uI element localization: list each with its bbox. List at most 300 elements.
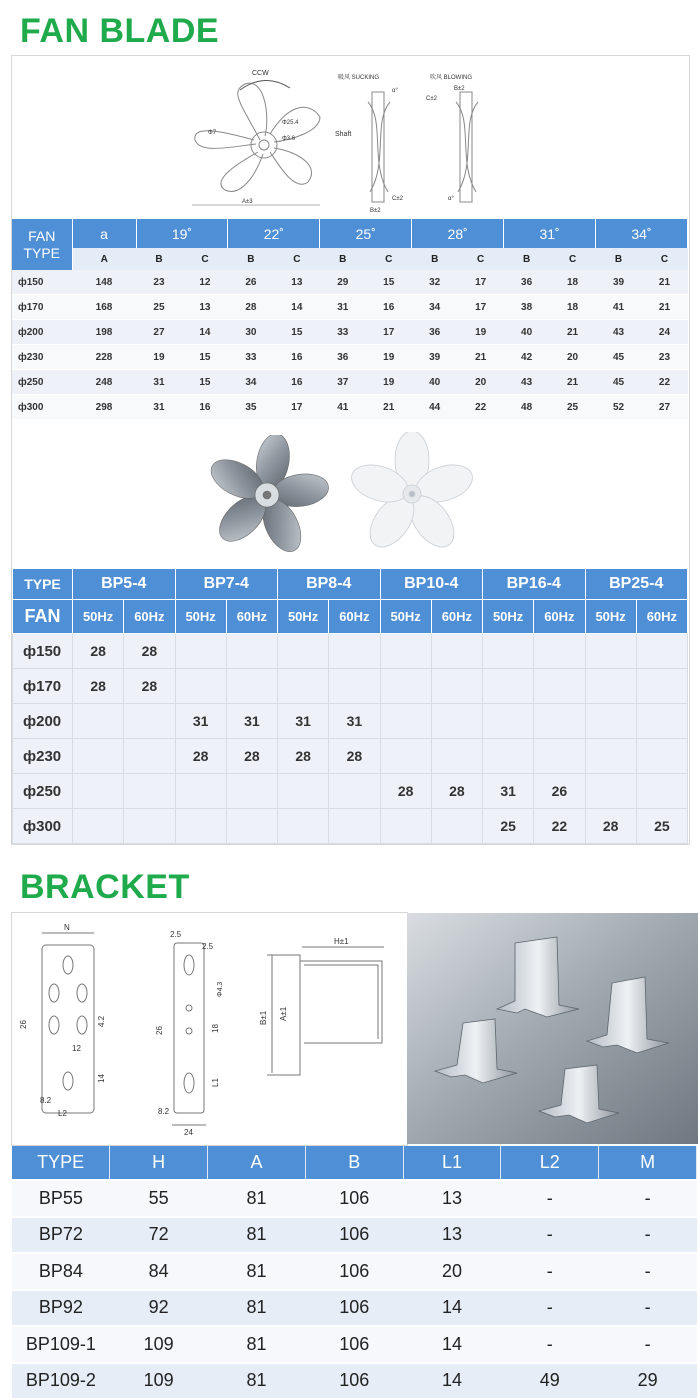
bracket-cell: -	[599, 1290, 697, 1327]
spec-value-cell: 29	[320, 270, 366, 295]
bracket-title: BRACKET	[20, 868, 190, 906]
sub-header-a: A	[72, 248, 136, 270]
dim-12: 12	[72, 1044, 81, 1053]
bp-value-cell: 28	[124, 634, 175, 669]
bracket-cell: 49	[501, 1363, 599, 1400]
spec-value-cell: 38	[504, 295, 550, 320]
bracket-cell: BP84	[12, 1253, 110, 1290]
spec-value-cell: 36	[320, 345, 366, 370]
freq-header: 60Hz	[329, 600, 380, 634]
spec-value-cell: 15	[182, 370, 228, 395]
bp-value-cell	[124, 739, 175, 774]
bracket-row	[12, 1180, 697, 1217]
spec-value-cell: 19	[366, 370, 412, 395]
spec-value-cell: 44	[412, 395, 458, 420]
bracket-cell: 81	[208, 1217, 306, 1254]
dim-24: 24	[184, 1128, 193, 1137]
sub-header-c: C	[458, 248, 504, 270]
fan-size-cell: ф230	[13, 739, 73, 774]
a-value-cell: 168	[72, 295, 136, 320]
sub-header-c: C	[274, 248, 320, 270]
spec-value-cell: 36	[504, 270, 550, 295]
bp-value-cell	[534, 634, 585, 669]
spec-value-cell: 21	[641, 295, 687, 320]
bracket-diagram	[12, 913, 405, 1143]
bp-row	[13, 704, 688, 739]
metal-fan-image	[205, 435, 335, 560]
bp-value-cell	[380, 739, 431, 774]
fan-size-cell: ф200	[13, 704, 73, 739]
spec-row	[12, 295, 688, 320]
bp-value-cell: 31	[226, 704, 277, 739]
spec-value-cell: 39	[412, 345, 458, 370]
bracket-cell: -	[501, 1253, 599, 1290]
spec-value-cell: 48	[504, 395, 550, 420]
bp-value-cell	[585, 634, 636, 669]
spec-value-cell: 52	[596, 395, 642, 420]
bp-row	[13, 634, 688, 669]
bp-value-cell	[431, 809, 482, 844]
blade-dia-dim: A±3	[242, 199, 253, 205]
spec-value-cell: 12	[182, 270, 228, 295]
spec-value-cell: 43	[504, 370, 550, 395]
bracket-cell: BP109-1	[12, 1326, 110, 1363]
fan-type-cell: ф250	[12, 370, 72, 395]
bracket-cell: 106	[305, 1217, 403, 1254]
spec-value-cell: 37	[320, 370, 366, 395]
spec-value-cell: 33	[228, 345, 274, 370]
fan-size-cell: ф250	[13, 774, 73, 809]
bp-value-cell	[278, 669, 329, 704]
sub-header-c: C	[550, 248, 596, 270]
b-dim-left: B±2	[370, 208, 381, 214]
bp-value-cell	[175, 669, 226, 704]
bp-value-cell: 31	[278, 704, 329, 739]
spec-value-cell: 30	[228, 320, 274, 345]
model-header: BP5-4	[73, 569, 176, 600]
bp-value-cell	[380, 669, 431, 704]
freq-header: 50Hz	[278, 600, 329, 634]
bp-value-cell	[226, 774, 277, 809]
bp-value-cell	[73, 774, 124, 809]
spec-value-cell: 31	[136, 395, 182, 420]
bp-value-cell	[534, 704, 585, 739]
sub-header-c: C	[182, 248, 228, 270]
spec-value-cell: 13	[274, 270, 320, 295]
dim-18: 18	[211, 1024, 220, 1033]
bp-value-cell	[380, 809, 431, 844]
bracket-cell: BP109-2	[12, 1363, 110, 1400]
dim-4-2: 4.2	[97, 1015, 106, 1027]
bp-value-cell	[636, 739, 687, 774]
spec-value-cell: 20	[550, 345, 596, 370]
model-header: BP10-4	[380, 569, 483, 600]
bp-value-cell: 28	[585, 809, 636, 844]
spec-value-cell: 19	[458, 320, 504, 345]
angle-header: 31˚	[504, 219, 596, 248]
bracket-cell: -	[501, 1326, 599, 1363]
a-value-cell: 198	[72, 320, 136, 345]
bracket-cell: 81	[208, 1326, 306, 1363]
model-header: BP25-4	[585, 569, 688, 600]
angle-header: 34˚	[596, 219, 688, 248]
spec-value-cell: 31	[320, 295, 366, 320]
bracket-row	[12, 1363, 697, 1400]
bracket-cell: 72	[110, 1217, 208, 1254]
bp-value-cell	[636, 704, 687, 739]
spec-value-cell: 13	[182, 295, 228, 320]
spec-value-cell: 21	[550, 370, 596, 395]
spec-row	[12, 370, 688, 395]
bp-value-cell	[585, 739, 636, 774]
fan-blade-spec-table	[12, 219, 688, 420]
bracket-cell: 81	[208, 1253, 306, 1290]
freq-header: 50Hz	[175, 600, 226, 634]
bp-value-cell: 25	[483, 809, 534, 844]
bp-value-cell	[124, 704, 175, 739]
bp-value-cell	[329, 774, 380, 809]
freq-header: 60Hz	[534, 600, 585, 634]
hub-dim: Φ25.4	[282, 120, 299, 126]
bp-value-cell: 28	[431, 774, 482, 809]
bp-value-cell	[431, 704, 482, 739]
spec-value-cell: 21	[458, 345, 504, 370]
bracket-row	[12, 1217, 697, 1254]
bp-value-cell: 31	[175, 704, 226, 739]
c-dim-right: C±2	[426, 96, 437, 102]
bracket-cell: -	[599, 1253, 697, 1290]
spec-value-cell: 45	[596, 345, 642, 370]
bp-value-cell	[175, 634, 226, 669]
a-value-cell: 228	[72, 345, 136, 370]
fan-type-header: FAN TYPE	[12, 219, 72, 270]
bracket-header-cell: L1	[403, 1146, 501, 1180]
bp-value-cell	[329, 669, 380, 704]
spec-value-cell: 27	[641, 395, 687, 420]
sub-header-c: C	[366, 248, 412, 270]
fan-type-cell: ф150	[12, 270, 72, 295]
bracket-cell: 81	[208, 1290, 306, 1327]
bracket-cell: 109	[110, 1363, 208, 1400]
bp-value-cell	[73, 704, 124, 739]
spec-value-cell: 35	[228, 395, 274, 420]
bp-value-cell	[636, 669, 687, 704]
dim-phi-4-3: Φ4.3	[217, 981, 224, 997]
bp-value-cell	[483, 669, 534, 704]
bracket-cell: 13	[403, 1180, 501, 1217]
bracket-cell: -	[501, 1217, 599, 1254]
bp-value-cell	[534, 669, 585, 704]
sub-header-b: B	[136, 248, 182, 270]
spec-value-cell: 16	[274, 345, 320, 370]
fan-blade-diagram	[170, 62, 520, 218]
bp-value-cell	[483, 704, 534, 739]
angle-label-right: α°	[448, 196, 454, 202]
bracket-row	[12, 1290, 697, 1327]
bracket-cell: 106	[305, 1326, 403, 1363]
model-header: BP7-4	[175, 569, 278, 600]
spec-value-cell: 23	[641, 345, 687, 370]
bracket-cell: -	[599, 1180, 697, 1217]
a-value-cell: 248	[72, 370, 136, 395]
hole-dim: Φ7	[208, 130, 217, 136]
bp-row	[13, 669, 688, 704]
bp-value-cell	[483, 634, 534, 669]
fan-blade-title: FAN BLADE	[20, 12, 220, 50]
dim-l2: L2	[58, 1109, 67, 1118]
spec-value-cell: 27	[136, 320, 182, 345]
bp-value-cell	[431, 739, 482, 774]
bp-value-cell	[226, 634, 277, 669]
fan-bp-table	[12, 568, 688, 844]
freq-header: 60Hz	[226, 600, 277, 634]
bracket-header-cell: A	[208, 1146, 306, 1180]
spec-value-cell: 16	[274, 370, 320, 395]
spec-value-cell: 17	[458, 270, 504, 295]
spec-value-cell: 25	[136, 295, 182, 320]
bracket-cell: 106	[305, 1253, 403, 1290]
bp-value-cell: 28	[329, 739, 380, 774]
bp-value-cell	[278, 774, 329, 809]
bracket-header-cell: L2	[501, 1146, 599, 1180]
bp-value-cell	[329, 809, 380, 844]
bp-row	[13, 774, 688, 809]
ccw-label: CCW	[252, 70, 269, 77]
bp-value-cell: 28	[73, 634, 124, 669]
a-value-cell: 148	[72, 270, 136, 295]
sub-header-b: B	[504, 248, 550, 270]
dim-8-2: 8.2	[40, 1096, 52, 1105]
freq-header: 50Hz	[380, 600, 431, 634]
bp-value-cell	[278, 634, 329, 669]
bp-value-cell: 28	[278, 739, 329, 774]
dim-l1: L1	[211, 1078, 220, 1087]
bp-row	[13, 809, 688, 844]
spec-value-cell: 43	[596, 320, 642, 345]
spec-value-cell: 34	[228, 370, 274, 395]
angle-header: 25˚	[320, 219, 412, 248]
bp-value-cell: 28	[226, 739, 277, 774]
c-dim-left: C±2	[392, 196, 403, 202]
bp-value-cell	[226, 809, 277, 844]
bracket-cell: 29	[599, 1363, 697, 1400]
bp-value-cell	[124, 774, 175, 809]
bp-value-cell	[329, 634, 380, 669]
spec-row	[12, 345, 688, 370]
fan-size-cell: ф300	[13, 809, 73, 844]
spec-value-cell: 41	[596, 295, 642, 320]
fan-size-cell: ф150	[13, 634, 73, 669]
bp-value-cell	[636, 634, 687, 669]
spec-value-cell: 16	[366, 295, 412, 320]
freq-header: 60Hz	[124, 600, 175, 634]
bracket-cell: 14	[403, 1326, 501, 1363]
fan-type-cell: ф200	[12, 320, 72, 345]
bp-value-cell	[380, 634, 431, 669]
dim-26: 26	[19, 1020, 28, 1029]
bracket-cell: 106	[305, 1180, 403, 1217]
bracket-table	[12, 1146, 697, 1400]
bp-value-cell	[585, 774, 636, 809]
bp-value-cell	[226, 669, 277, 704]
angle-header: 22˚	[228, 219, 320, 248]
spec-value-cell: 22	[641, 370, 687, 395]
fan-size-cell: ф170	[13, 669, 73, 704]
sub-header-c: C	[641, 248, 687, 270]
angle-label-left: α°	[392, 88, 398, 94]
spec-value-cell: 41	[320, 395, 366, 420]
spec-value-cell: 24	[641, 320, 687, 345]
bracket-header-cell: H	[110, 1146, 208, 1180]
bracket-cell: 14	[403, 1363, 501, 1400]
spec-value-cell: 21	[366, 395, 412, 420]
bracket-header-cell: B	[305, 1146, 403, 1180]
shaft-label: Shaft	[335, 131, 352, 138]
bracket-cell: BP72	[12, 1217, 110, 1254]
bracket-cell: 20	[403, 1253, 501, 1290]
bp-value-cell	[73, 739, 124, 774]
bp-value-cell	[175, 774, 226, 809]
bracket-cell: 106	[305, 1290, 403, 1327]
spec-value-cell: 32	[412, 270, 458, 295]
bp-value-cell: 28	[124, 669, 175, 704]
bracket-cell: 13	[403, 1217, 501, 1254]
sub-header-b: B	[320, 248, 366, 270]
bracket-cell: 109	[110, 1326, 208, 1363]
bp-value-cell	[73, 809, 124, 844]
spec-value-cell: 21	[641, 270, 687, 295]
spec-value-cell: 18	[550, 295, 596, 320]
bp-row	[13, 739, 688, 774]
spec-value-cell: 16	[182, 395, 228, 420]
bp-value-cell	[534, 739, 585, 774]
angle-header: 28˚	[412, 219, 504, 248]
spec-row	[12, 270, 688, 295]
type-header: TYPE	[13, 569, 73, 600]
spec-value-cell: 45	[596, 370, 642, 395]
bracket-cell: 55	[110, 1180, 208, 1217]
bracket-cell: 84	[110, 1253, 208, 1290]
bracket-row	[12, 1326, 697, 1363]
spec-value-cell: 23	[136, 270, 182, 295]
dim-8-2b: 8.2	[158, 1107, 170, 1116]
sub-header-b: B	[596, 248, 642, 270]
bp-value-cell: 31	[483, 774, 534, 809]
bp-value-cell: 25	[636, 809, 687, 844]
freq-header: 50Hz	[585, 600, 636, 634]
plastic-fan-image	[350, 432, 480, 560]
bp-value-cell: 28	[175, 739, 226, 774]
bracket-cell: BP55	[12, 1180, 110, 1217]
dim-b: B±1	[259, 1010, 268, 1025]
dim-a: A±1	[279, 1006, 288, 1021]
spec-row	[12, 320, 688, 345]
spec-value-cell: 15	[274, 320, 320, 345]
bp-value-cell	[175, 809, 226, 844]
spec-value-cell: 15	[182, 345, 228, 370]
spec-value-cell: 14	[274, 295, 320, 320]
bracket-cell: 81	[208, 1180, 306, 1217]
dim-2-5a: 2.5	[170, 930, 182, 939]
fan-blade-side-views	[368, 92, 478, 202]
spec-value-cell: 19	[366, 345, 412, 370]
spec-value-cell: 17	[366, 320, 412, 345]
bp-value-cell	[124, 809, 175, 844]
bracket-cell: 92	[110, 1290, 208, 1327]
bp-value-cell	[278, 809, 329, 844]
fan-blade-front-view	[195, 83, 320, 191]
blowing-label: 吹风 BLOWING	[430, 75, 473, 81]
bp-value-cell: 22	[534, 809, 585, 844]
bp-value-cell: 31	[329, 704, 380, 739]
freq-header: 60Hz	[636, 600, 687, 634]
bracket-photo	[407, 913, 698, 1144]
dim-14: 14	[97, 1074, 106, 1083]
model-header: BP8-4	[278, 569, 381, 600]
sub-header-b: B	[412, 248, 458, 270]
bracket-cell: -	[501, 1180, 599, 1217]
spec-value-cell: 42	[504, 345, 550, 370]
bracket-cell: 14	[403, 1290, 501, 1327]
spec-value-cell: 18	[550, 270, 596, 295]
freq-header: 50Hz	[73, 600, 124, 634]
dim-2-5b: 2.5	[202, 942, 214, 951]
bp-value-cell: 28	[73, 669, 124, 704]
a-header: a	[72, 219, 136, 248]
spec-row	[12, 395, 688, 420]
bracket-cell: 81	[208, 1363, 306, 1400]
spec-value-cell: 17	[458, 295, 504, 320]
bp-value-cell	[585, 669, 636, 704]
bp-value-cell	[431, 634, 482, 669]
spec-value-cell: 28	[228, 295, 274, 320]
fan-type-cell: ф230	[12, 345, 72, 370]
bracket-cell: BP92	[12, 1290, 110, 1327]
angle-header: 19˚	[136, 219, 228, 248]
bp-value-cell	[380, 704, 431, 739]
bore-dim: Φ3.6	[282, 136, 296, 142]
bp-value-cell: 26	[534, 774, 585, 809]
spec-value-cell: 39	[596, 270, 642, 295]
bp-value-cell	[636, 774, 687, 809]
bracket-cell: 106	[305, 1363, 403, 1400]
freq-header: 50Hz	[483, 600, 534, 634]
sucking-label: 吸风 SUCKING	[338, 75, 380, 81]
spec-value-cell: 36	[412, 320, 458, 345]
bracket-header-cell: TYPE	[12, 1146, 110, 1180]
bp-value-cell	[585, 704, 636, 739]
dim-h: H±1	[334, 937, 349, 946]
dim-n: N	[64, 923, 70, 932]
freq-header: 60Hz	[431, 600, 482, 634]
model-header: BP16-4	[483, 569, 586, 600]
spec-value-cell: 19	[136, 345, 182, 370]
bp-value-cell: 28	[380, 774, 431, 809]
bracket-cell: -	[599, 1217, 697, 1254]
a-value-cell: 298	[72, 395, 136, 420]
fan-type-cell: ф300	[12, 395, 72, 420]
spec-value-cell: 34	[412, 295, 458, 320]
spec-value-cell: 15	[366, 270, 412, 295]
bracket-cell: -	[599, 1326, 697, 1363]
spec-value-cell: 21	[550, 320, 596, 345]
fan-type-cell: ф170	[12, 295, 72, 320]
spec-value-cell: 14	[182, 320, 228, 345]
bp-value-cell	[431, 669, 482, 704]
spec-value-cell: 31	[136, 370, 182, 395]
sub-header-b: B	[228, 248, 274, 270]
fan-header: FAN	[13, 600, 73, 634]
